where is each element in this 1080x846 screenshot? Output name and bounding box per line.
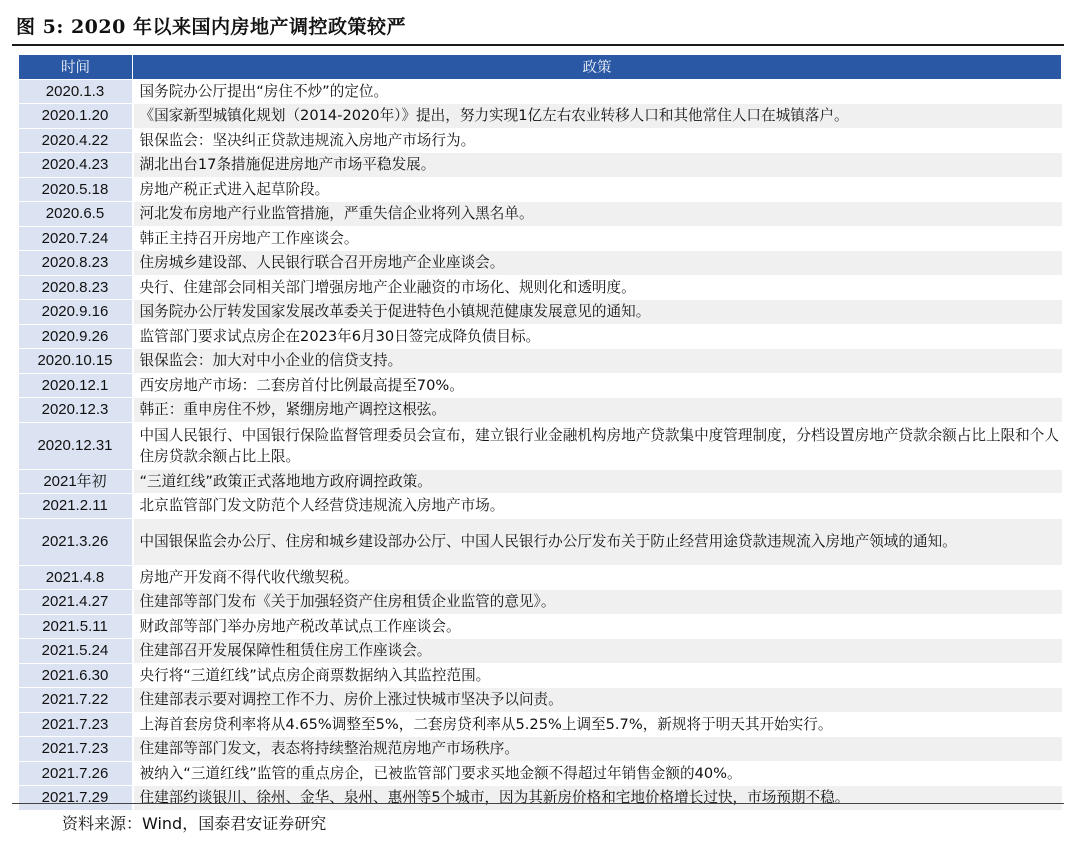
row-policy: 监管部门要求试点房企在2023年6月30日签完成降负债目标。 <box>133 324 1062 349</box>
row-date: 2020.10.15 <box>19 349 133 374</box>
row-date: 2020.12.1 <box>19 373 133 398</box>
row-policy: 财政部等部门举办房地产税改革试点工作座谈会。 <box>133 614 1062 639</box>
row-date: 2021.6.30 <box>19 663 133 688</box>
row-policy: 央行将“三道红线”试点房企商票数据纳入其监控范围。 <box>133 663 1062 688</box>
table-row <box>19 639 1062 664</box>
row-date: 2020.7.24 <box>19 226 133 251</box>
table-row <box>19 590 1062 615</box>
row-policy: 国务院办公厅提出“房住不炒”的定位。 <box>133 79 1062 104</box>
row-policy: “三道红线”政策正式落地地方政府调控政策。 <box>133 469 1062 494</box>
row-date: 2021.2.11 <box>19 494 133 519</box>
row-date: 2021.4.27 <box>19 590 133 615</box>
row-date: 2020.12.31 <box>19 422 133 469</box>
row-date: 2020.4.22 <box>19 128 133 153</box>
table-row <box>19 226 1062 251</box>
table-row <box>19 79 1062 104</box>
row-date: 2020.6.5 <box>19 202 133 227</box>
table-row <box>19 104 1062 129</box>
table-row <box>19 177 1062 202</box>
row-policy: 房地产税正式进入起草阶段。 <box>133 177 1062 202</box>
row-date: 2020.12.3 <box>19 398 133 423</box>
row-policy: 上海首套房贷利率将从4.65%调整至5%，二套房贷利率从5.25%上调至5.7%，新规将于明天其开始实行。 <box>133 712 1062 737</box>
figure-title: 图 5: 2020 年以来国内房地产调控政策较严 <box>16 16 406 38</box>
row-date: 2021.5.24 <box>19 639 133 664</box>
row-policy: 西安房地产市场：二套房首付比例最高提至70%。 <box>133 373 1062 398</box>
row-policy: 被纳入“三道红线”监管的重点房企，已被监管部门要求买地金额不得超过年销售金额的40%。 <box>133 761 1062 786</box>
table-row <box>19 275 1062 300</box>
table-header-row <box>19 55 1062 80</box>
table-row <box>19 349 1062 374</box>
row-date: 2020.8.23 <box>19 275 133 300</box>
table-row <box>19 761 1062 786</box>
row-policy: 北京监管部门发文防范个人经营贷违规流入房地产市场。 <box>133 494 1062 519</box>
row-policy: 中国人民银行、中国银行保险监督管理委员会宣布，建立银行业金融机构房地产贷款集中度管理制度，分档设置房地产贷款余额占比上限和个人住房贷款余额占比上限。 <box>133 422 1062 469</box>
table-row <box>19 565 1062 590</box>
table-row <box>19 712 1062 737</box>
table-row <box>19 737 1062 762</box>
row-policy: 国务院办公厅转发国家发展改革委关于促进特色小镇规范健康发展意见的通知。 <box>133 300 1062 325</box>
header-policy: 政策 <box>133 55 1062 80</box>
row-date: 2021.7.23 <box>19 712 133 737</box>
table-row <box>19 300 1062 325</box>
table-row <box>19 128 1062 153</box>
row-date: 2021.7.22 <box>19 688 133 713</box>
table-row <box>19 518 1062 565</box>
table-row <box>19 251 1062 276</box>
row-policy: 住建部约谈银川、徐州、金华、泉州、惠州等5个城市，因为其新房价格和宅地价格增长过快，市场预期不稳。 <box>133 786 1062 811</box>
row-date: 2021.3.26 <box>19 518 133 565</box>
row-date: 2021年初 <box>19 469 133 494</box>
table-row <box>19 663 1062 688</box>
row-date: 2021.7.23 <box>19 737 133 762</box>
row-policy: 河北发布房地产行业监管措施，严重失信企业将列入黑名单。 <box>133 202 1062 227</box>
bottom-rule <box>12 803 1064 804</box>
row-date: 2020.1.3 <box>19 79 133 104</box>
table-row <box>19 786 1062 811</box>
table-row <box>19 398 1062 423</box>
row-policy: 中国银保监会办公厅、住房和城乡建设部办公厅、中国人民银行办公厅发布关于防止经营用途贷款违规流入房地产领域的通知。 <box>133 518 1062 565</box>
row-date: 2020.1.20 <box>19 104 133 129</box>
row-policy: 住房城乡建设部、人民银行联合召开房地产企业座谈会。 <box>133 251 1062 276</box>
table-row <box>19 494 1062 519</box>
row-date: 2020.4.23 <box>19 153 133 178</box>
policy-table-body <box>19 79 1062 810</box>
table-row <box>19 202 1062 227</box>
table-row <box>19 324 1062 349</box>
row-policy: 银保监会：坚决纠正贷款违规流入房地产市场行为。 <box>133 128 1062 153</box>
row-policy: 湖北出台17条措施促进房地产市场平稳发展。 <box>133 153 1062 178</box>
source-note: 资料来源：Wind，国泰君安证券研究 <box>62 814 327 833</box>
row-date: 2020.8.23 <box>19 251 133 276</box>
policy-table <box>18 54 1062 811</box>
row-date: 2021.4.8 <box>19 565 133 590</box>
row-policy: 《国家新型城镇化规划（2014-2020年）》提出，努力实现1亿左右农业转移人口和其他常住人口在城镇落户。 <box>133 104 1062 129</box>
row-policy: 房地产开发商不得代收代缴契税。 <box>133 565 1062 590</box>
table-row <box>19 422 1062 469</box>
row-policy: 住建部表示要对调控工作不力、房价上涨过快城市坚决予以问责。 <box>133 688 1062 713</box>
row-date: 2021.5.11 <box>19 614 133 639</box>
row-date: 2020.9.16 <box>19 300 133 325</box>
row-policy: 银保监会：加大对中小企业的信贷支持。 <box>133 349 1062 374</box>
figure-title-bar <box>12 6 1064 46</box>
row-policy: 住建部等部门发文，表态将持续整治规范房地产市场秩序。 <box>133 737 1062 762</box>
row-policy: 韩正主持召开房地产工作座谈会。 <box>133 226 1062 251</box>
row-date: 2021.7.29 <box>19 786 133 811</box>
table-row <box>19 614 1062 639</box>
table-row <box>19 688 1062 713</box>
row-policy: 央行、住建部会同相关部门增强房地产企业融资的市场化、规则化和透明度。 <box>133 275 1062 300</box>
row-policy: 韩正：重申房住不炒，紧绷房地产调控这根弦。 <box>133 398 1062 423</box>
table-row <box>19 153 1062 178</box>
header-time: 时间 <box>19 55 133 80</box>
row-policy: 住建部召开发展保障性租赁住房工作座谈会。 <box>133 639 1062 664</box>
row-date: 2021.7.26 <box>19 761 133 786</box>
row-date: 2020.5.18 <box>19 177 133 202</box>
table-row <box>19 469 1062 494</box>
row-date: 2020.9.26 <box>19 324 133 349</box>
row-policy: 住建部等部门发布《关于加强轻资产住房租赁企业监管的意见》。 <box>133 590 1062 615</box>
table-row <box>19 373 1062 398</box>
